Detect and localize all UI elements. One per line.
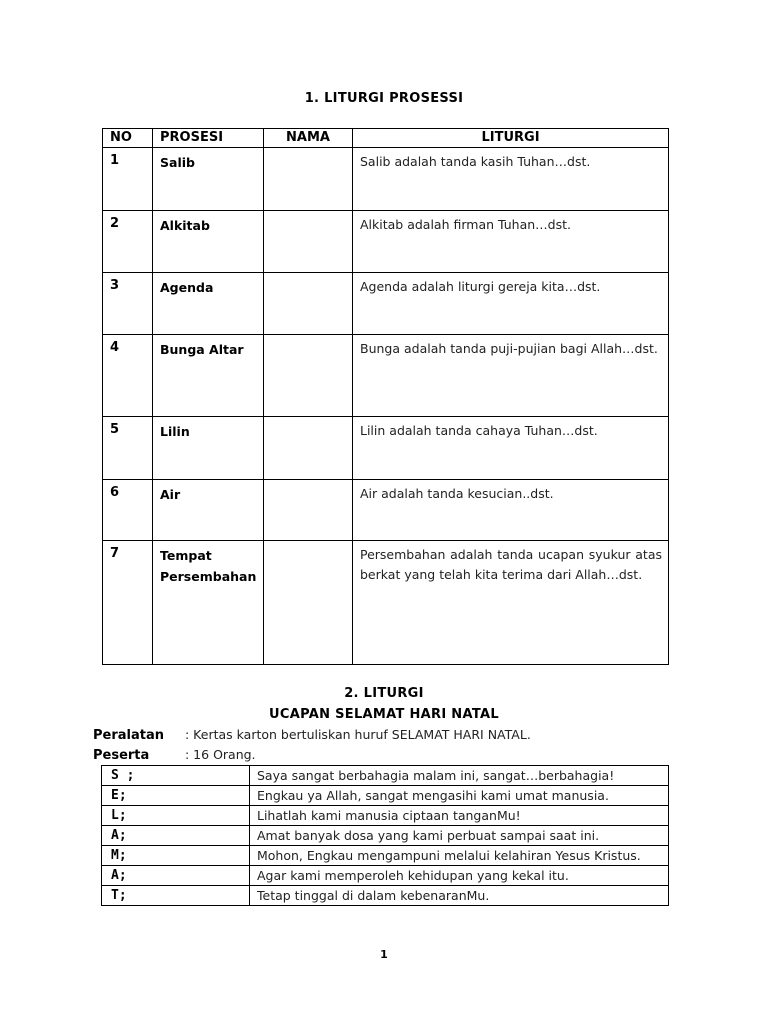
- header-liturgi: LITURGI: [353, 129, 669, 148]
- table-row: [102, 826, 669, 846]
- row-letter: T;: [102, 886, 250, 906]
- row-text: Mohon, Engkau mengampuni melalui kelahiran Yesus Kristus.: [250, 846, 669, 866]
- section1-title: 1. LITURGI PROSESSI: [304, 91, 464, 106]
- table-row: [102, 786, 669, 806]
- row-text: Saya sangat berbahagia malam ini, sangat…berbahagia!: [250, 766, 669, 786]
- row-liturgi: Alkitab adalah firman Tuhan…dst.: [353, 211, 669, 273]
- peserta-line: [93, 746, 256, 765]
- row-no: 4: [103, 335, 153, 417]
- row-no: 1: [103, 148, 153, 211]
- row-text: Engkau ya Allah, sangat mengasihi kami umat manusia.: [250, 786, 669, 806]
- table-row: [102, 806, 669, 826]
- table-row: [103, 417, 669, 480]
- peralatan-line: [93, 726, 531, 745]
- table-row: [103, 335, 669, 417]
- table-row: [102, 866, 669, 886]
- row-prosesi: Air: [153, 480, 264, 541]
- row-prosesi: Agenda: [153, 273, 264, 335]
- peralatan-label: Peralatan: [93, 728, 164, 743]
- table-row: [102, 846, 669, 866]
- row-no: 3: [103, 273, 153, 335]
- row-liturgi: Persembahan adalah tanda ucapan syukur atas berkat yang telah kita terima dari Allah…dst.: [353, 541, 669, 665]
- row-nama: [264, 335, 353, 417]
- row-letter: M;: [102, 846, 250, 866]
- header-nama: NAMA: [264, 129, 353, 148]
- peralatan-value: : Kertas karton bertuliskan huruf SELAMAT HARI NATAL.: [185, 727, 531, 742]
- header-no: NO: [103, 129, 153, 148]
- table-row: [103, 211, 669, 273]
- row-no: 5: [103, 417, 153, 480]
- row-no: 6: [103, 480, 153, 541]
- row-text: Amat banyak dosa yang kami perbuat sampai saat ini.: [250, 826, 669, 846]
- row-liturgi: Air adalah tanda kesucian..dst.: [353, 480, 669, 541]
- row-no: 2: [103, 211, 153, 273]
- row-liturgi: Lilin adalah tanda cahaya Tuhan…dst.: [353, 417, 669, 480]
- peserta-label: Peserta: [93, 748, 150, 763]
- row-text: Tetap tinggal di dalam kebenaranMu.: [250, 886, 669, 906]
- row-letter: L;: [102, 806, 250, 826]
- peserta-value: : 16 Orang.: [185, 747, 256, 762]
- row-prosesi: Lilin: [153, 417, 264, 480]
- row-nama: [264, 148, 353, 211]
- prosesi-table: [102, 128, 669, 665]
- row-nama: [264, 541, 353, 665]
- row-text: Agar kami memperoleh kehidupan yang kekal itu.: [250, 866, 669, 886]
- table-row: [102, 886, 669, 906]
- table-row: [103, 480, 669, 541]
- row-nama: [264, 480, 353, 541]
- row-nama: [264, 211, 353, 273]
- section2-title: 2. LITURGI: [344, 686, 424, 701]
- table-row: [103, 148, 669, 211]
- row-text: Lihatlah kami manusia ciptaan tanganMu!: [250, 806, 669, 826]
- table-row: [102, 766, 669, 786]
- header-prosesi: PROSESI: [153, 129, 264, 148]
- row-letter: A;: [102, 826, 250, 846]
- page-number: 1: [380, 948, 388, 961]
- row-liturgi: Agenda adalah liturgi gereja kita…dst.: [353, 273, 669, 335]
- section2-subtitle: UCAPAN SELAMAT HARI NATAL: [269, 707, 499, 722]
- row-liturgi: Bunga adalah tanda puji-pujian bagi Allah…dst.: [353, 335, 669, 417]
- row-liturgi: Salib adalah tanda kasih Tuhan…dst.: [353, 148, 669, 211]
- row-prosesi: Alkitab: [153, 211, 264, 273]
- table-row: [103, 541, 669, 665]
- row-no: 7: [103, 541, 153, 665]
- row-prosesi: Salib: [153, 148, 264, 211]
- row-prosesi: Tempat Persembahan: [153, 541, 264, 665]
- acrostic-table: [101, 765, 669, 906]
- table-header-row: [103, 129, 669, 148]
- row-nama: [264, 417, 353, 480]
- row-prosesi: Bunga Altar: [153, 335, 264, 417]
- row-letter: S ;: [102, 766, 250, 786]
- row-nama: [264, 273, 353, 335]
- row-letter: A;: [102, 866, 250, 886]
- row-letter: E;: [102, 786, 250, 806]
- table-row: [103, 273, 669, 335]
